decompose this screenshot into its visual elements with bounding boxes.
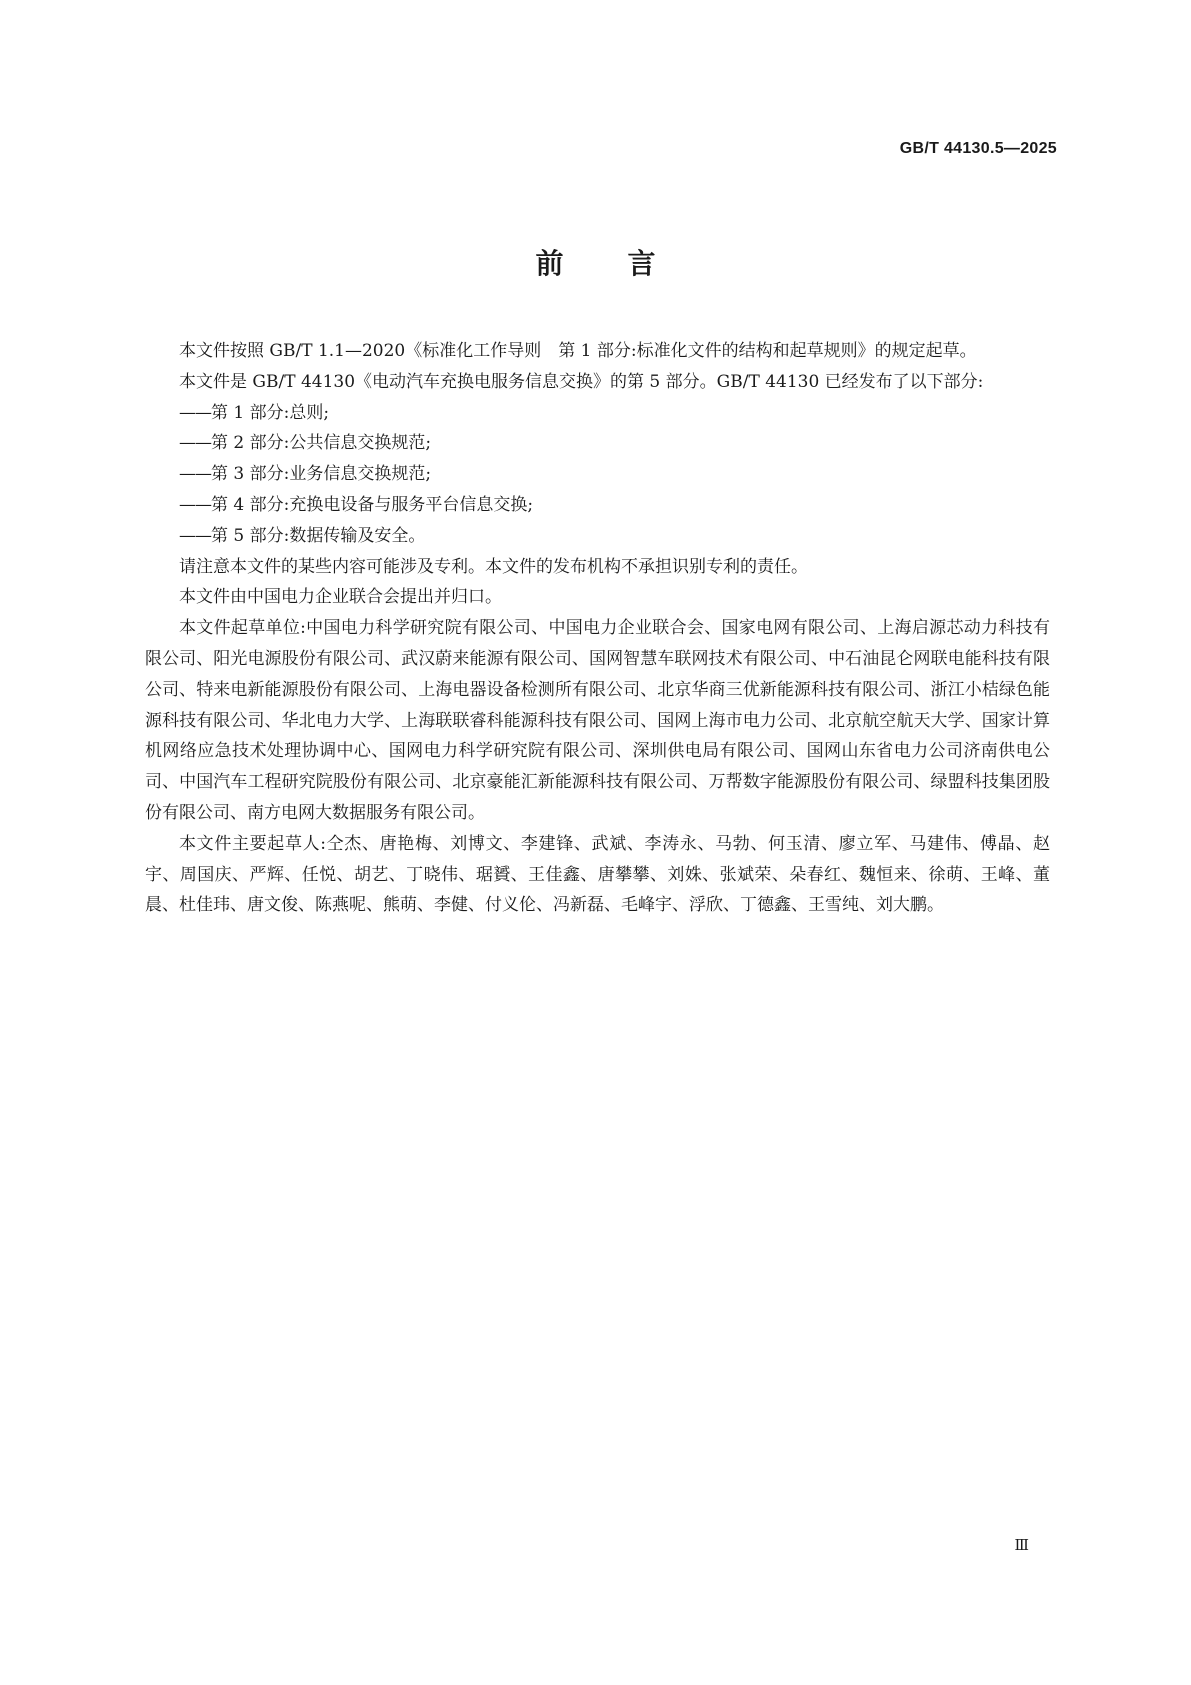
list-dash: —— bbox=[179, 402, 211, 423]
list-dash: —— bbox=[179, 525, 211, 546]
page-number: Ⅲ bbox=[1014, 1536, 1029, 1554]
standard-number: GB/T 44130.5—2025 bbox=[899, 140, 1057, 157]
list-item bbox=[145, 459, 1050, 490]
list-item bbox=[145, 490, 1050, 521]
list-dash: —— bbox=[179, 433, 211, 454]
paragraph-patent-notice: 请注意本文件的某些内容可能涉及专利。本文件的发布机构不承担识别专利的责任。 bbox=[179, 556, 808, 577]
list-dash: —— bbox=[179, 494, 211, 515]
list-item-text: 第 3 部分:业务信息交换规范; bbox=[211, 464, 432, 485]
list-item-text: 第 1 部分:总则; bbox=[211, 402, 330, 423]
page-title: 前言 bbox=[535, 247, 720, 280]
parts-list bbox=[145, 398, 1050, 552]
document-body bbox=[145, 336, 1050, 921]
paragraph-parts-intro: 本文件是 GB/T 44130《电动汽车充换电服务信息交换》的第 5 部分。GB/T 44130 已经发布了以下部分: bbox=[179, 371, 984, 392]
list-item bbox=[145, 428, 1050, 459]
list-item-text: 第 5 部分:数据传输及安全。 bbox=[211, 525, 426, 546]
paragraph-proposer: 本文件由中国电力企业联合会提出并归口。 bbox=[179, 587, 502, 608]
list-item bbox=[145, 398, 1050, 429]
list-item-text: 第 4 部分:充换电设备与服务平台信息交换; bbox=[211, 494, 534, 515]
paragraph-drafting-rules: 本文件按照 GB/T 1.1—2020《标准化工作导则 第 1 部分:标准化文件的结构和起草规则》的规定起草。 bbox=[179, 341, 977, 361]
list-item bbox=[145, 521, 1050, 552]
list-dash: —— bbox=[179, 464, 211, 485]
list-item-text: 第 2 部分:公共信息交换规范; bbox=[211, 433, 432, 454]
paragraph-drafters: 本文件主要起草人:仝杰、唐艳梅、刘博文、李建锋、武斌、李涛永、马勃、何玉清、廖立军、马建伟、傅晶、赵宇、周国庆、严辉、任悦、胡艺、丁晓伟、琚贇、王佳鑫、唐攀攀、刘姝、张斌荣、朵春红、魏恒来、徐萌、王峰、董晨、杜佳玮、唐文俊、陈燕呢、熊萌、李健、付义伦、冯新磊、毛峰宇、浮欣、丁德鑫、王雪纯、刘大鹏。 bbox=[145, 833, 1050, 916]
paragraph-drafting-units: 本文件起草单位:中国电力科学研究院有限公司、中国电力企业联合会、国家电网有限公司、上海启源芯动力科技有限公司、阳光电源股份有限公司、武汉蔚来能源有限公司、国网智慧车联网技术有限公司、中石油昆仑网联电能科技有限公司、特来电新能源股份有限公司、上海电器设备检测所有限公司、北京华商三优新能源科技有限公司、浙江小桔绿色能源科技有限公司、华北电力大学、上海联联睿科能源科技有限公司、国网上海市电力公司、北京航空航天大学、国家计算机网络应急技术处理协调中心、国网电力科学研究院有限公司、深圳供电局有限公司、国网山东省电力公司济南供电公司、中国汽车工程研究院股份有限公司、北京豪能汇新能源科技有限公司、万帮数字能源股份有限公司、绿盟科技集团股份有限公司、南方电网大数据服务有限公司。 bbox=[145, 618, 1050, 823]
